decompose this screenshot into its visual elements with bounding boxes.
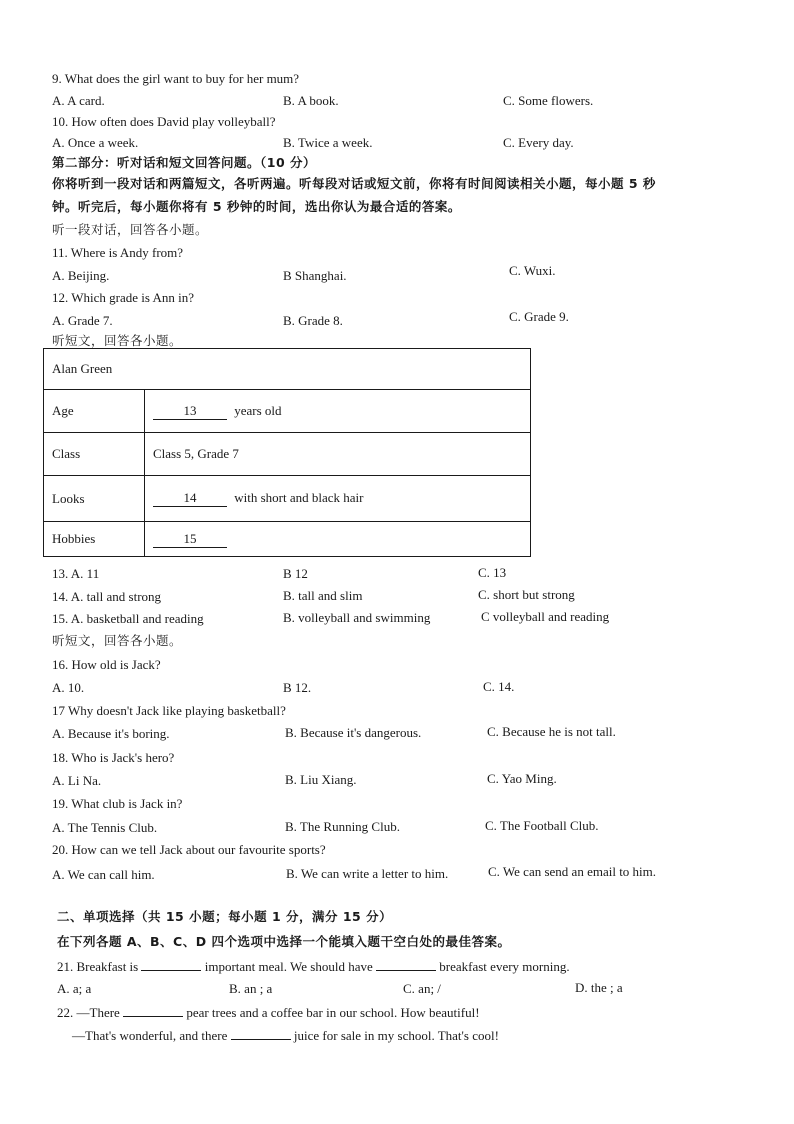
q17-stem: 17 Why doesn't Jack like playing basketball? xyxy=(52,703,286,718)
part2-title: 第二部分：听对话和短文回答问题。（10 分） xyxy=(52,155,316,170)
q15-option-c: C volleyball and reading xyxy=(481,609,610,624)
q22-blank1 xyxy=(123,1004,183,1017)
q10-option-c: C. Every day. xyxy=(503,135,574,150)
q17-option-c: C. Because he is not tall. xyxy=(487,724,616,739)
q18-option-b: B. Liu Xiang. xyxy=(285,772,357,787)
section2-instructions: 在下列各题 A、B、C、D 四个选项中选择一个能填入题干空白处的最佳答案。 xyxy=(57,934,511,949)
q16-option-b: B 12. xyxy=(283,680,312,695)
q15-option-a: 15. A. basketball and reading xyxy=(52,611,204,626)
row-value-hobbies xyxy=(145,522,531,557)
q18-option-c: C. Yao Ming. xyxy=(487,771,557,786)
q17-option-b: B. Because it's dangerous. xyxy=(285,725,422,740)
blank-15: 15 xyxy=(153,531,227,548)
q22-line2-part2: juice for sale in my school. That's cool! xyxy=(293,1028,499,1043)
q9-option-c: C. Some flowers. xyxy=(503,93,594,108)
q13-option-b: B 12 xyxy=(283,566,308,581)
q11-stem: 11. Where is Andy from? xyxy=(52,245,184,260)
q14-option-b: B. tall and slim xyxy=(283,588,363,603)
q21-blank2 xyxy=(376,958,436,971)
q21-option-d: D. the ; a xyxy=(575,980,623,995)
q19-option-b: B. The Running Club. xyxy=(285,819,400,834)
q9-stem: 9. What does the girl want to buy for her mum? xyxy=(52,71,300,86)
row-label-age: Age xyxy=(44,390,145,433)
q17-option-a: A. Because it's boring. xyxy=(52,726,170,741)
q10-option-a: A. Once a week. xyxy=(52,135,139,150)
passage2-label: 听短文，回答各小题。 xyxy=(52,633,183,648)
table-row xyxy=(44,433,531,476)
q20-option-a: A. We can call him. xyxy=(52,867,155,882)
part2-instructions-line1: 你将听到一段对话和两篇短文，各听两遍。听每段对话或短文前，你将有时间阅读相关小题，每小题 5 秒 xyxy=(52,176,656,191)
q12-stem: 12. Which grade is Ann in? xyxy=(52,290,195,305)
row-label-class: Class xyxy=(44,433,145,476)
q21-option-a: A. a; a xyxy=(57,981,92,996)
q18-option-a: A. Li Na. xyxy=(52,773,102,788)
looks-suffix: with short and black hair xyxy=(234,490,364,505)
q19-option-a: A. The Tennis Club. xyxy=(52,820,158,835)
row-value-looks xyxy=(145,476,531,522)
table-row xyxy=(44,390,531,433)
q12-option-a: A. Grade 7. xyxy=(52,313,113,328)
table-header-row xyxy=(44,349,531,390)
q10-option-b: B. Twice a week. xyxy=(283,135,373,150)
q10-stem: 10. How often does David play volleyball? xyxy=(52,114,276,129)
q14-option-c: C. short but strong xyxy=(478,587,575,602)
q20-stem: 20. How can we tell Jack about our favourite sports? xyxy=(52,842,326,857)
q20-option-c: C. We can send an email to him. xyxy=(488,864,657,879)
row-label-hobbies: Hobbies xyxy=(44,522,145,557)
q21-part2: important meal. We should have xyxy=(204,959,373,974)
section2-title: 二、单项选择（共 15 小题；每小题 1 分，满分 15 分） xyxy=(57,909,393,924)
q22-line2-part1: —That's wonderful, and there xyxy=(72,1028,228,1043)
q16-option-a: A. 10. xyxy=(52,680,85,695)
q21-option-b: B. an ; a xyxy=(229,981,273,996)
table-name-cell: Alan Green xyxy=(44,349,531,390)
q11-option-c: C. Wuxi. xyxy=(509,263,556,278)
info-table xyxy=(43,348,531,557)
q21-blank1 xyxy=(141,958,201,971)
q18-stem: 18. Who is Jack's hero? xyxy=(52,750,175,765)
q21-option-c: C. an; / xyxy=(403,981,441,996)
q21-part1: 21. Breakfast is xyxy=(57,959,139,974)
passage1-label: 听短文，回答各小题。 xyxy=(52,333,183,348)
row-value-age xyxy=(145,390,531,433)
q16-stem: 16. How old is Jack? xyxy=(52,657,161,672)
q12-option-c: C. Grade 9. xyxy=(509,309,569,324)
q9-option-a: A. A card. xyxy=(52,93,105,108)
q9-option-b: B. A book. xyxy=(283,93,339,108)
q13-option-c: C. 13 xyxy=(478,565,507,580)
q11-option-b: B Shanghai. xyxy=(283,268,347,283)
q19-option-c: C. The Football Club. xyxy=(485,818,599,833)
dialog-section-label: 听一段对话，回答各小题。 xyxy=(52,222,209,237)
q22-line1-part1: 22. —There xyxy=(57,1005,120,1020)
blank-13: 13 xyxy=(153,403,227,420)
q14-option-a: 14. A. tall and strong xyxy=(52,589,162,604)
q11-option-a: A. Beijing. xyxy=(52,268,110,283)
q21-part3: breakfast every morning. xyxy=(439,959,570,974)
q19-stem: 19. What club is Jack in? xyxy=(52,796,183,811)
q20-option-b: B. We can write a letter to him. xyxy=(286,866,449,881)
q21-stem xyxy=(57,958,570,975)
q22-line1-part2: pear trees and a coffee bar in our school. How beautiful! xyxy=(186,1005,480,1020)
q12-option-b: B. Grade 8. xyxy=(283,313,343,328)
q22-line1 xyxy=(57,1004,480,1021)
q13-option-a: 13. A. 11 xyxy=(52,566,100,581)
row-value-class: Class 5, Grade 7 xyxy=(145,433,531,476)
row-label-looks: Looks xyxy=(44,476,145,522)
q16-option-c: C. 14. xyxy=(483,679,515,694)
table-row xyxy=(44,476,531,522)
q22-line2 xyxy=(72,1027,499,1044)
blank-14: 14 xyxy=(153,490,227,507)
age-suffix: years old xyxy=(234,402,282,418)
table-row xyxy=(44,522,531,557)
q22-blank2 xyxy=(231,1027,291,1040)
part2-instructions-line2: 钟。听完后，每小题你将有 5 秒钟的时间，选出你认为最合适的答案。 xyxy=(52,199,461,214)
q15-option-b: B. volleyball and swimming xyxy=(283,610,431,625)
